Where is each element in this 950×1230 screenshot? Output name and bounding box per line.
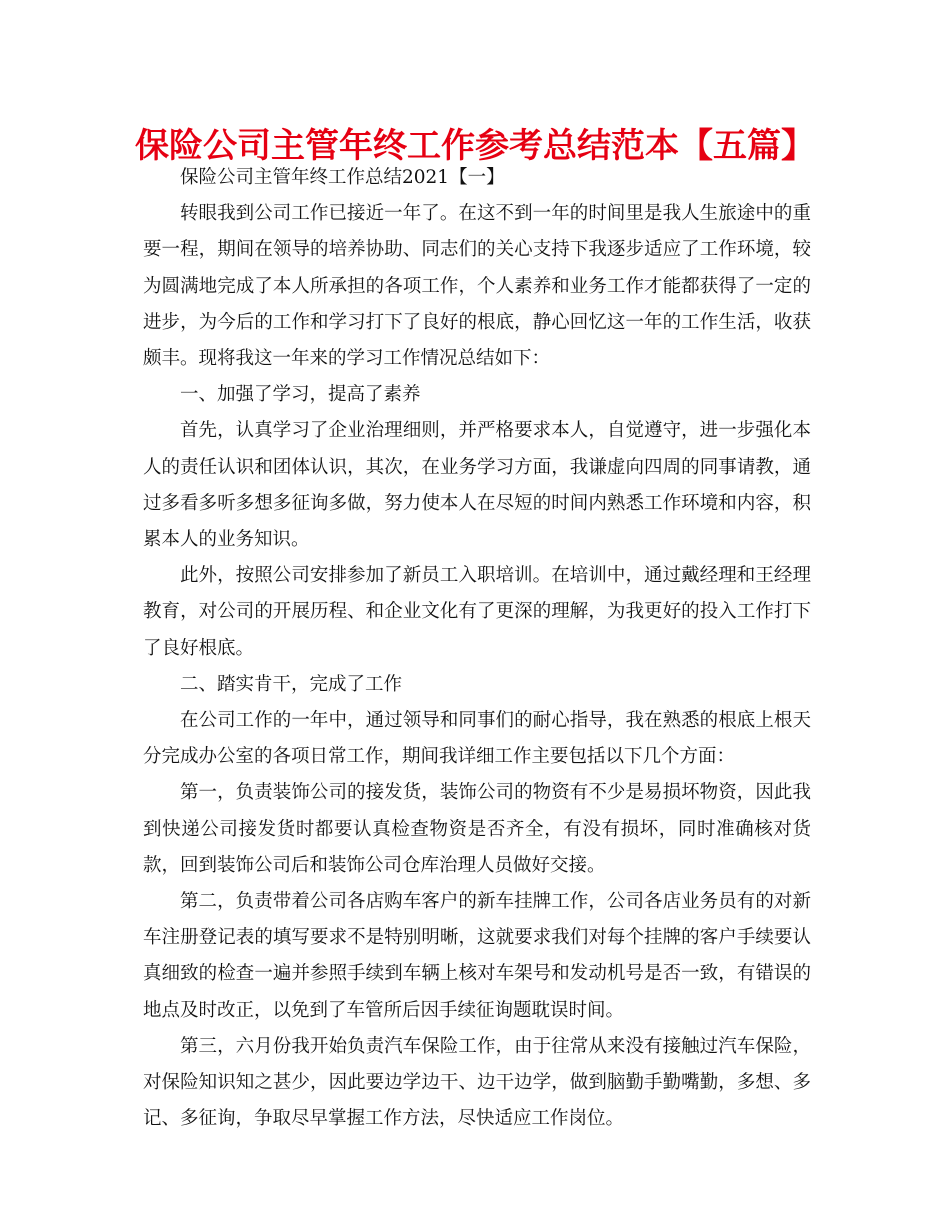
paragraph: 转眼我到公司工作已接近一年了。在这不到一年的时间里是我人生旅途中的重要一程，期间在领导的培养协助、同志们的关心支持下我逐步适应了工作环境，较为圆满地完成了本人所承担的各项工作，个人素养和业务工作才能都获得了一定的进步，为今后的工作和学习打下了良好的根底，静心回忆这一年的工作生活，收获颇丰。现将我这一年来的学习工作情况总结如下： xyxy=(143,203,811,370)
document-title: 保险公司主管年终工作参考总结范本【五篇】 xyxy=(135,126,815,166)
paragraph: 第二，负责带着公司各店购车客户的新车挂牌工作，公司各店业务员有的对新车注册登记表的填写要求不是特别明晰，这就要求我们对每个挂牌的客户手续要认真细致的检查一遍并参照手续到车辆上核对车架号和发动机号是否一致，有错误的地点及时改正，以免到了车管所后因手续征询题耽误时间。 xyxy=(143,891,811,1021)
paragraph: 第一，负责装饰公司的接发货，装饰公司的物资有不少是易损坏物资，因此我到快递公司接发货时都要认真检查物资是否齐全，有没有损坏，同时准确核对货款，回到装饰公司后和装饰公司仓库治理人员做好交接。 xyxy=(143,782,811,876)
section-heading-1: 保险公司主管年终工作总结2021【一】 xyxy=(180,167,505,188)
paragraph: 第三，六月份我开始负责汽车保险工作，由于往常从来没有接触过汽车保险，对保险知识知之甚少，因此要边学边干、边干边学，做到脑勤手勤嘴勤，多想、多记、多征询，争取尽早掌握工作方法，尽快适应工作岗位。 xyxy=(143,1035,811,1130)
section-heading: 二、踏实肯干，完成了工作 xyxy=(180,673,403,695)
section-heading: 一、加强了学习，提高了素养 xyxy=(180,384,421,406)
paragraph: 此外，按照公司安排参加了新员工入职培训。在培训中，通过戴经理和王经理教育，对公司的开展历程、和企业文化有了更深的理解，为我更好的投入工作打下了良好根底。 xyxy=(143,565,811,659)
paragraph: 首先，认真学习了企业治理细则，并严格要求本人，自觉遵守，进一步强化本人的责任认识和团体认识，其次，在业务学习方面，我谦虚向四周的同事请教，通过多看多听多想多征询多做，努力使本人在尽短的时间内熟悉工作环境和内容，积累本人的业务知识。 xyxy=(143,420,811,551)
document-body xyxy=(143,160,811,1137)
paragraph: 在公司工作的一年中，通过领导和同事们的耐心指导，我在熟悉的根底上根天分完成办公室的各项日常工作，期间我详细工作主要包括以下几个方面： xyxy=(143,710,811,768)
